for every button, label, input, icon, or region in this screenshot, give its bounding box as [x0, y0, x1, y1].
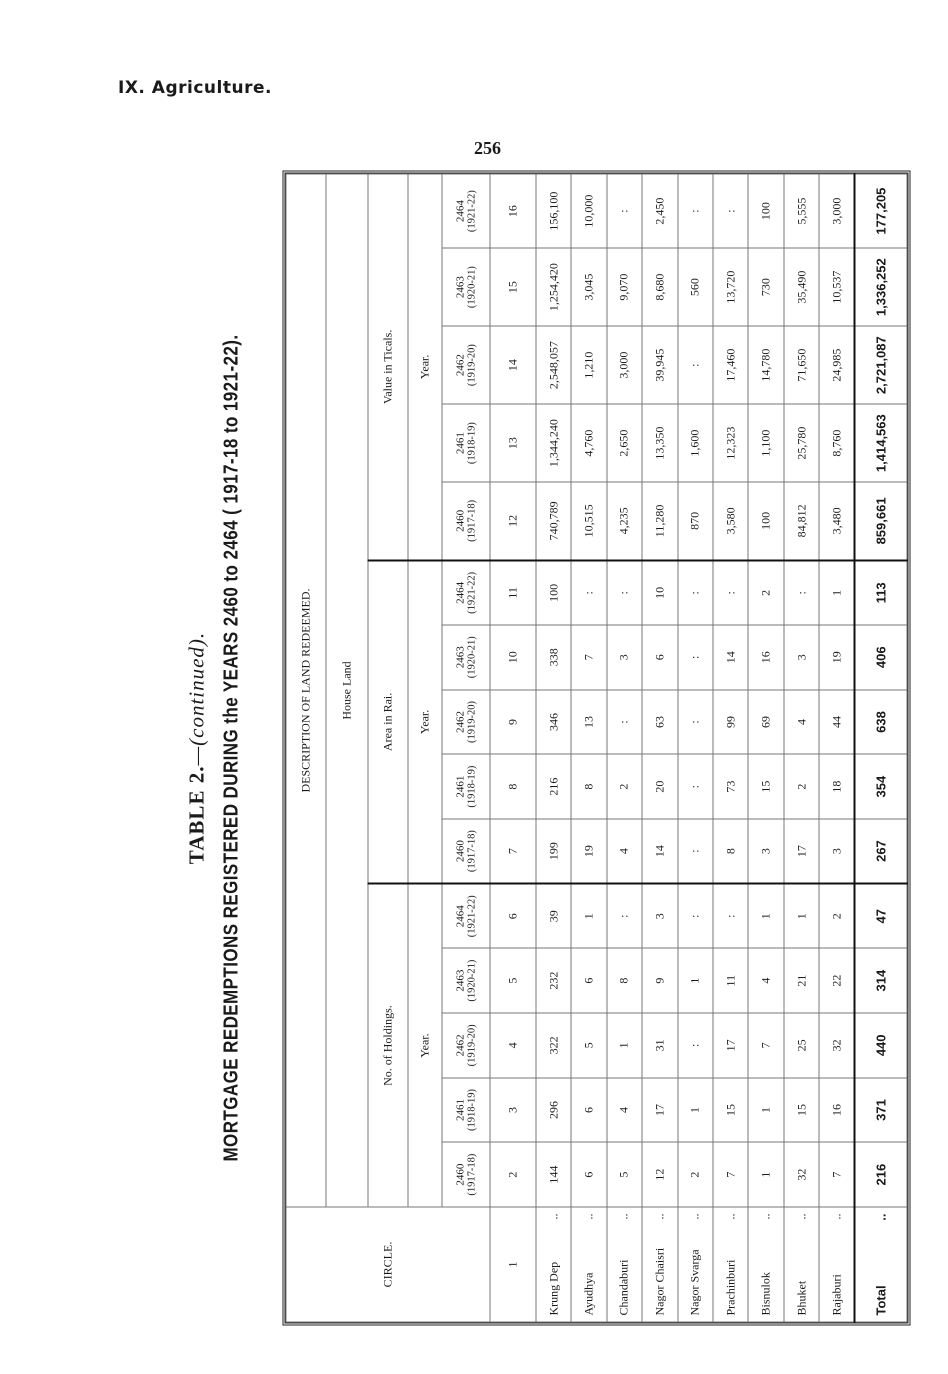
- year-be: 2462: [454, 1033, 466, 1056]
- circle-cell: [819, 1207, 854, 1322]
- table-row: [819, 174, 854, 1322]
- year-ad: (1920-21): [466, 635, 477, 678]
- holdings-cell: 322: [535, 1012, 570, 1077]
- area-cell: 1: [819, 560, 854, 625]
- holdings-cell: 2: [677, 1142, 712, 1207]
- holdings-cell: 6: [571, 1142, 606, 1207]
- area-cell: 17: [783, 818, 818, 883]
- column-number: 4: [490, 1012, 536, 1077]
- holdings-cell: 32: [783, 1142, 818, 1207]
- year-be: 2462: [454, 353, 466, 376]
- year-be: 2461: [454, 1098, 466, 1121]
- area-cell: 3: [819, 818, 854, 883]
- area-group-header: Area in Rai.: [368, 560, 408, 883]
- table-row: [642, 174, 677, 1322]
- area-cell: 69: [748, 689, 783, 754]
- leader-dots: ..: [873, 1213, 889, 1221]
- area-cell: 19: [571, 818, 606, 883]
- table-body: [490, 174, 907, 1322]
- value-cell: :: [606, 174, 641, 248]
- circle-name: Total: [873, 1284, 889, 1315]
- area-cell: 338: [535, 624, 570, 689]
- leader-dots: ..: [793, 1213, 808, 1219]
- circle-name: Chandaburi: [616, 1259, 631, 1315]
- circle-name: Krung Dep: [545, 1261, 560, 1315]
- column-number: 11: [490, 560, 536, 625]
- column-number: 10: [490, 624, 536, 689]
- area-cell: 3: [748, 818, 783, 883]
- leader-dots: ..: [651, 1213, 666, 1219]
- year-ad: (1919-20): [466, 343, 477, 386]
- holdings-cell: 21: [783, 948, 818, 1013]
- value-cell: 39,945: [642, 326, 677, 404]
- area-cell: 7: [571, 624, 606, 689]
- value-cell: 2,548,057: [535, 326, 570, 404]
- area-cell: 19: [819, 624, 854, 689]
- value-cell: 9,070: [606, 248, 641, 326]
- value-cell: :: [677, 326, 712, 404]
- value-cell: 859,661: [854, 482, 906, 560]
- area-cell: 44: [819, 689, 854, 754]
- year-ad: (1918-19): [466, 421, 477, 464]
- value-cell: 13,350: [642, 404, 677, 482]
- table-subtitle: MORTGAGE REDEMPTIONS REGISTERED DURING the YEARS 2460 to 2464 ( 1917-18 to 1921-22).: [220, 333, 242, 1162]
- holdings-cell: 5: [606, 1142, 641, 1207]
- table-row: [677, 174, 712, 1322]
- circle-cell: [571, 1207, 606, 1322]
- year-ad: (1917-18): [466, 1153, 477, 1196]
- circle-name: Ayudhya: [581, 1272, 596, 1315]
- year-ad: (1918-19): [466, 1088, 477, 1131]
- year-be: 2463: [454, 969, 466, 992]
- area-cell: 73: [713, 754, 748, 819]
- value-cell: 4,235: [606, 482, 641, 560]
- holdings-cell: 8: [606, 948, 641, 1013]
- value-cell: 3,000: [606, 326, 641, 404]
- column-number: 3: [490, 1077, 536, 1142]
- holdings-cell: 17: [642, 1077, 677, 1142]
- holdings-cell: 1: [606, 1012, 641, 1077]
- value-cell: 5,555: [783, 174, 818, 248]
- value-cell: 1,336,252: [854, 248, 906, 326]
- value-cell: 2,721,087: [854, 326, 906, 404]
- year-cell: [442, 174, 490, 248]
- holdings-cell: 39: [535, 883, 570, 948]
- column-number: 12: [490, 482, 536, 560]
- year-cell: [442, 883, 490, 948]
- page-number: 256: [474, 138, 501, 158]
- year-ad: (1917-18): [466, 499, 477, 542]
- circle-cell: [854, 1207, 906, 1322]
- holdings-cell: 5: [571, 1012, 606, 1077]
- value-cell: 3,580: [713, 482, 748, 560]
- year-ad: (1919-20): [466, 1023, 477, 1066]
- column-number: 16: [490, 174, 536, 248]
- holdings-cell: :: [677, 883, 712, 948]
- circle-name: Prachinburi: [722, 1259, 737, 1315]
- area-cell: 63: [642, 689, 677, 754]
- holdings-cell: 17: [713, 1012, 748, 1077]
- holdings-cell: 25: [783, 1012, 818, 1077]
- column-number-row: [490, 174, 536, 1322]
- value-cell: 1,210: [571, 326, 606, 404]
- year-cell: [442, 1077, 490, 1142]
- circle-cell: [677, 1207, 712, 1322]
- value-cell: 10,515: [571, 482, 606, 560]
- value-cell: 14,780: [748, 326, 783, 404]
- holdings-cell: 3: [642, 883, 677, 948]
- column-number: 8: [490, 754, 536, 819]
- area-cell: 8: [713, 818, 748, 883]
- area-cell: 638: [854, 689, 906, 754]
- circle-name: Nagor Svarga: [687, 1248, 702, 1315]
- value-cell: 156,100: [535, 174, 570, 248]
- year-cell: [442, 818, 490, 883]
- year-be: 2460: [454, 1163, 466, 1186]
- value-cell: 3,480: [819, 482, 854, 560]
- value-cell: 12,323: [713, 404, 748, 482]
- table-title-continued: —(continued).: [184, 631, 208, 766]
- column-number: 2: [490, 1142, 536, 1207]
- leader-dots: ..: [758, 1213, 773, 1219]
- area-cell: :: [677, 818, 712, 883]
- circle-cell: [783, 1207, 818, 1322]
- area-cell: :: [677, 754, 712, 819]
- circle-header: CIRCLE.: [286, 1207, 490, 1322]
- holdings-cell: 16: [819, 1077, 854, 1142]
- area-year-label: Year.: [408, 560, 442, 883]
- total-row: [854, 174, 906, 1322]
- area-cell: 3: [606, 624, 641, 689]
- holdings-cell: 1: [677, 1077, 712, 1142]
- description-header: DESCRIPTION OF LAND REDEEMED.: [286, 174, 326, 1207]
- area-cell: 18: [819, 754, 854, 819]
- holdings-cell: 144: [535, 1142, 570, 1207]
- value-cell: 4,760: [571, 404, 606, 482]
- column-number: 6: [490, 883, 536, 948]
- circle-cell: [642, 1207, 677, 1322]
- area-cell: 6: [642, 624, 677, 689]
- area-cell: 15: [748, 754, 783, 819]
- circle-cell: [535, 1207, 570, 1322]
- holdings-cell: 11: [713, 948, 748, 1013]
- area-cell: :: [606, 560, 641, 625]
- value-cell: 730: [748, 248, 783, 326]
- column-number: 7: [490, 818, 536, 883]
- column-number: 1: [490, 1207, 536, 1322]
- holdings-cell: 314: [854, 948, 906, 1013]
- value-cell: 2,650: [606, 404, 641, 482]
- value-cell: 10,000: [571, 174, 606, 248]
- leader-dots: ..: [545, 1213, 560, 1219]
- holdings-cell: 1: [783, 883, 818, 948]
- holdings-cell: 4: [606, 1077, 641, 1142]
- area-cell: 20: [642, 754, 677, 819]
- area-cell: 2: [606, 754, 641, 819]
- area-cell: 8: [571, 754, 606, 819]
- year-be: 2460: [454, 509, 466, 532]
- value-cell: 177,205: [854, 174, 906, 248]
- column-number: 5: [490, 948, 536, 1013]
- holdings-cell: 32: [819, 1012, 854, 1077]
- holdings-cell: :: [606, 883, 641, 948]
- holdings-year-label: Year.: [408, 883, 442, 1206]
- holdings-cell: 15: [713, 1077, 748, 1142]
- year-ad: (1918-19): [466, 765, 477, 808]
- holdings-cell: 371: [854, 1077, 906, 1142]
- holdings-cell: 7: [748, 1012, 783, 1077]
- holdings-cell: 12: [642, 1142, 677, 1207]
- holdings-cell: 1: [748, 1142, 783, 1207]
- value-cell: 17,460: [713, 326, 748, 404]
- holdings-cell: 2: [819, 883, 854, 948]
- area-cell: 346: [535, 689, 570, 754]
- table-row: [571, 174, 606, 1322]
- year-ad: (1921-22): [466, 571, 477, 614]
- area-cell: :: [606, 689, 641, 754]
- value-cell: 10,537: [819, 248, 854, 326]
- column-number: 13: [490, 404, 536, 482]
- value-cell: 8,680: [642, 248, 677, 326]
- year-be: 2461: [454, 431, 466, 454]
- value-cell: 11,280: [642, 482, 677, 560]
- circle-cell: [748, 1207, 783, 1322]
- value-cell: 13,720: [713, 248, 748, 326]
- circle-name: Bhuket: [793, 1280, 808, 1315]
- holdings-cell: 4: [748, 948, 783, 1013]
- table-frame: [282, 170, 910, 1325]
- leader-dots: ..: [722, 1213, 737, 1219]
- holdings-cell: 9: [642, 948, 677, 1013]
- holdings-cell: :: [713, 883, 748, 948]
- column-number: 9: [490, 689, 536, 754]
- year-cell: [442, 326, 490, 404]
- holdings-cell: 216: [854, 1142, 906, 1207]
- area-cell: 13: [571, 689, 606, 754]
- holdings-cell: 1: [677, 948, 712, 1013]
- leader-dots: ..: [616, 1213, 631, 1219]
- value-cell: :: [713, 174, 748, 248]
- year-cell: [442, 1142, 490, 1207]
- holdings-cell: 31: [642, 1012, 677, 1077]
- holdings-group-header: No. of Holdings.: [368, 883, 408, 1206]
- area-cell: 10: [642, 560, 677, 625]
- value-cell: 25,780: [783, 404, 818, 482]
- area-cell: :: [677, 689, 712, 754]
- value-cell: 1,344,240: [535, 404, 570, 482]
- circle-name: Bisnulok: [758, 1271, 773, 1315]
- holdings-cell: :: [677, 1012, 712, 1077]
- value-cell: 3,045: [571, 248, 606, 326]
- circle-name: Rajaburi: [828, 1273, 843, 1315]
- table-title-main: TABLE 2.: [184, 765, 208, 864]
- area-cell: 406: [854, 624, 906, 689]
- year-be: 2464: [454, 199, 466, 222]
- area-cell: 14: [642, 818, 677, 883]
- year-ad: (1920-21): [466, 959, 477, 1002]
- year-be: 2464: [454, 581, 466, 604]
- value-cell: 1,414,563: [854, 404, 906, 482]
- area-cell: 354: [854, 754, 906, 819]
- holdings-cell: 7: [713, 1142, 748, 1207]
- mortgage-redemptions-table: [285, 173, 907, 1322]
- year-ad: (1919-20): [466, 700, 477, 743]
- leader-dots: ..: [687, 1213, 702, 1219]
- holdings-cell: 440: [854, 1012, 906, 1077]
- value-year-label: Year.: [408, 174, 442, 560]
- year-ad: (1921-22): [466, 189, 477, 232]
- table-title: [184, 170, 209, 1325]
- year-cell: [442, 482, 490, 560]
- value-cell: 84,812: [783, 482, 818, 560]
- area-cell: 216: [535, 754, 570, 819]
- value-cell: 100: [748, 174, 783, 248]
- leader-dots: ..: [828, 1213, 843, 1219]
- value-cell: 1,600: [677, 404, 712, 482]
- value-cell: :: [677, 174, 712, 248]
- year-ad: (1917-18): [466, 829, 477, 872]
- area-cell: 267: [854, 818, 906, 883]
- value-cell: 35,490: [783, 248, 818, 326]
- holdings-cell: 7: [819, 1142, 854, 1207]
- holdings-cell: 22: [819, 948, 854, 1013]
- holdings-cell: 1: [748, 883, 783, 948]
- year-cell: [442, 560, 490, 625]
- value-cell: 3,000: [819, 174, 854, 248]
- holdings-cell: 296: [535, 1077, 570, 1142]
- value-cell: 560: [677, 248, 712, 326]
- circle-name: Nagor Chaisri: [651, 1247, 666, 1315]
- year-cell: [442, 754, 490, 819]
- table-titles: [170, 170, 280, 1325]
- year-cell: [442, 689, 490, 754]
- holdings-cell: 6: [571, 948, 606, 1013]
- section-header: IX. Agriculture.: [118, 78, 272, 98]
- year-be: 2463: [454, 275, 466, 298]
- holdings-cell: 15: [783, 1077, 818, 1142]
- area-cell: :: [713, 560, 748, 625]
- area-cell: 16: [748, 624, 783, 689]
- value-cell: 2,450: [642, 174, 677, 248]
- year-ad: (1921-22): [466, 894, 477, 937]
- circle-cell: [713, 1207, 748, 1322]
- area-cell: 100: [535, 560, 570, 625]
- value-cell: 8,760: [819, 404, 854, 482]
- table-row: [535, 174, 570, 1322]
- house-land-header: House Land: [326, 174, 368, 1207]
- year-cell: [442, 248, 490, 326]
- year-be: 2462: [454, 710, 466, 733]
- year-cell: [442, 1012, 490, 1077]
- year-be: 2464: [454, 904, 466, 927]
- year-cell: [442, 404, 490, 482]
- holdings-cell: 1: [748, 1077, 783, 1142]
- table-row: [783, 174, 818, 1322]
- area-cell: 2: [783, 754, 818, 819]
- holdings-cell: 47: [854, 883, 906, 948]
- value-cell: 71,650: [783, 326, 818, 404]
- area-cell: 113: [854, 560, 906, 625]
- year-cell: [442, 624, 490, 689]
- holdings-cell: 1: [571, 883, 606, 948]
- area-cell: 14: [713, 624, 748, 689]
- circle-cell: [606, 1207, 641, 1322]
- area-cell: 199: [535, 818, 570, 883]
- column-number: 14: [490, 326, 536, 404]
- year-ad: (1920-21): [466, 265, 477, 308]
- year-be: 2461: [454, 775, 466, 798]
- table-row: [713, 174, 748, 1322]
- value-cell: 870: [677, 482, 712, 560]
- value-cell: 24,985: [819, 326, 854, 404]
- value-group-header: Value in Ticals.: [368, 174, 408, 560]
- area-cell: 4: [783, 689, 818, 754]
- rotated-table-page: [170, 170, 910, 1325]
- leader-dots: ..: [581, 1213, 596, 1219]
- year-cell: [442, 948, 490, 1013]
- value-cell: 1,254,420: [535, 248, 570, 326]
- table-row: [748, 174, 783, 1322]
- area-cell: 2: [748, 560, 783, 625]
- area-cell: :: [783, 560, 818, 625]
- value-cell: 740,789: [535, 482, 570, 560]
- holdings-cell: 232: [535, 948, 570, 1013]
- holdings-cell: 6: [571, 1077, 606, 1142]
- area-cell: 3: [783, 624, 818, 689]
- area-cell: :: [571, 560, 606, 625]
- year-be: 2463: [454, 645, 466, 668]
- year-be: 2460: [454, 839, 466, 862]
- area-cell: 4: [606, 818, 641, 883]
- column-number: 15: [490, 248, 536, 326]
- area-cell: :: [677, 560, 712, 625]
- area-cell: 99: [713, 689, 748, 754]
- area-cell: :: [677, 624, 712, 689]
- value-cell: 1,100: [748, 404, 783, 482]
- year-header-row: [442, 174, 490, 1322]
- table-row: [606, 174, 641, 1322]
- value-cell: 100: [748, 482, 783, 560]
